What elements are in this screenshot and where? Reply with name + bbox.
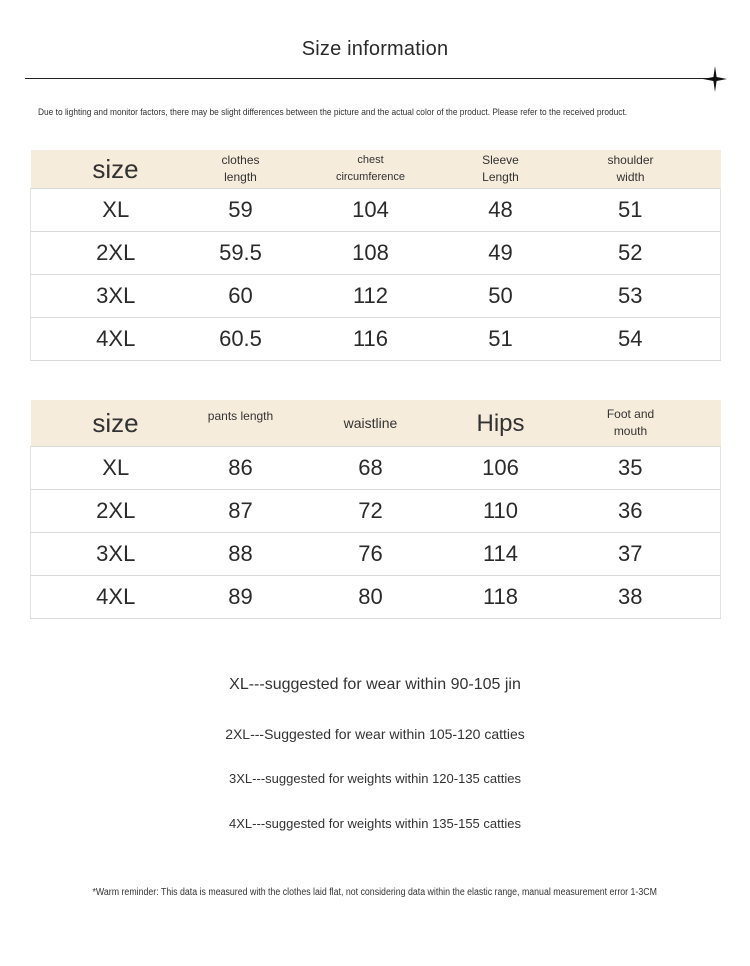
warm-reminder-text: *Warm reminder: This data is measured with the clothes laid flat, not considering data within the elastic range, manual measurement error 1-3CM [92, 887, 658, 898]
header-pants-length: pants length [201, 400, 281, 447]
table-cell: 104 [281, 189, 461, 232]
table-row [31, 318, 721, 361]
top-size-table [30, 150, 721, 361]
table-cell: 118 [461, 576, 541, 619]
table-cell: 60.5 [201, 318, 281, 361]
table-cell: 37 [541, 533, 721, 576]
table-cell: 76 [281, 533, 461, 576]
table-row [31, 490, 721, 533]
recommendation-4xl: 4XL---suggested for weights within 135-155 catties [229, 816, 521, 831]
recommendation-xl: XL---suggested for wear within 90-105 jin [229, 676, 521, 693]
table-cell: XL [31, 447, 201, 490]
recommendation-2xl: 2XL---Suggested for wear within 105-120 catties [225, 726, 525, 742]
table-cell: 53 [541, 275, 721, 318]
table-cell: 68 [281, 447, 461, 490]
table-cell: 60 [201, 275, 281, 318]
table-cell: 54 [541, 318, 721, 361]
table-row [31, 576, 721, 619]
table-cell: 88 [201, 533, 281, 576]
table-cell: 116 [281, 318, 461, 361]
table-cell: 52 [541, 232, 721, 275]
table-cell: 3XL [31, 275, 201, 318]
header-size: size [31, 400, 201, 447]
header-hips: Hips [461, 400, 541, 447]
header-shoulder-width: shoulder width [541, 150, 721, 189]
table-cell: 106 [461, 447, 541, 490]
table-cell: 48 [461, 189, 541, 232]
table-row [31, 447, 721, 490]
header-waistline: waistline [281, 400, 461, 447]
header-sleeve-length: Sleeve Length [461, 150, 541, 189]
table-cell: 59.5 [201, 232, 281, 275]
table-cell: 51 [541, 189, 721, 232]
table-cell: 50 [461, 275, 541, 318]
table-header-row [31, 400, 721, 447]
table-cell: 35 [541, 447, 721, 490]
table-cell: 89 [201, 576, 281, 619]
table-cell: 2XL [31, 232, 201, 275]
header-chest-circumference: chest circumference [281, 150, 461, 189]
table-cell: 51 [461, 318, 541, 361]
table-cell: 3XL [31, 533, 201, 576]
table-cell: 72 [281, 490, 461, 533]
table-cell: 112 [281, 275, 461, 318]
table-cell: 86 [201, 447, 281, 490]
table-cell: 2XL [31, 490, 201, 533]
table-cell: 38 [541, 576, 721, 619]
table-row [31, 533, 721, 576]
page-title: Size information [301, 38, 449, 60]
header-size: size [31, 150, 201, 189]
bottom-size-table [30, 400, 721, 619]
table-cell: 49 [461, 232, 541, 275]
table-row [31, 275, 721, 318]
header-foot-and-mouth: Foot and mouth [541, 400, 721, 447]
color-disclaimer: Due to lighting and monitor factors, there may be slight differences between the picture and the actual color of the product. Please refer to the received product. [38, 107, 628, 118]
recommendation-3xl: 3XL---suggested for weights within 120-135 catties [229, 771, 521, 786]
table-header-row [31, 150, 721, 189]
table-row [31, 232, 721, 275]
four-point-star-icon [703, 66, 727, 92]
table-row [31, 189, 721, 232]
table-cell: 80 [281, 576, 461, 619]
table-cell: 110 [461, 490, 541, 533]
header-clothes-length: clothes length [201, 150, 281, 189]
table-cell: 36 [541, 490, 721, 533]
title-divider [25, 78, 715, 79]
warm-reminder [0, 887, 750, 898]
table-cell: 59 [201, 189, 281, 232]
table-cell: 4XL [31, 576, 201, 619]
table-cell: 87 [201, 490, 281, 533]
table-cell: XL [31, 189, 201, 232]
table-cell: 108 [281, 232, 461, 275]
table-cell: 4XL [31, 318, 201, 361]
table-cell: 114 [461, 533, 541, 576]
